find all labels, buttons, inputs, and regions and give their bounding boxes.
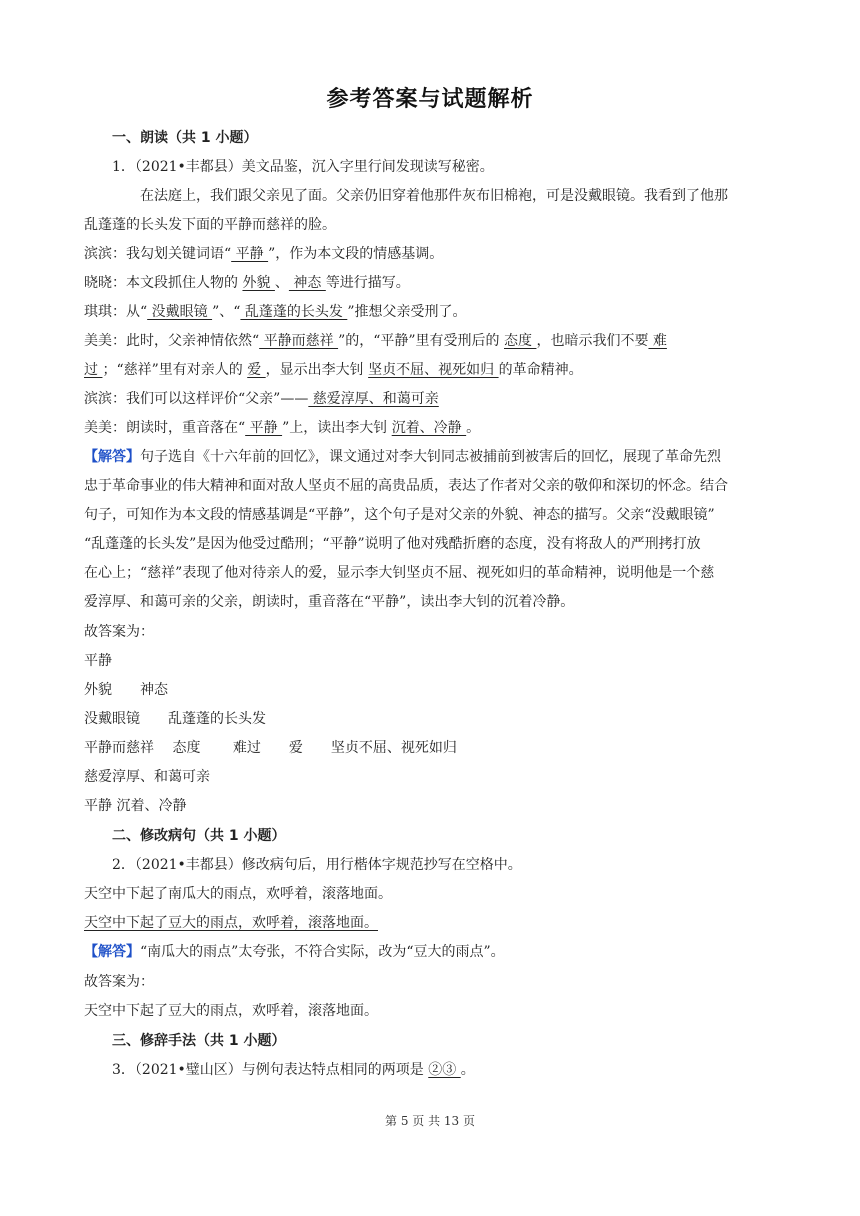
section-heading-2: 二、修改病句（共 1 小题） [112,828,286,844]
q1-answer-2: 外貌 神态 [84,682,168,698]
q2-answer-line [84,913,784,933]
q1-analysis-1: 【解答】句子选自《十六年前的回忆》，课文通过对李大钊同志被捕前到被害后的回忆，展现了革命先烈 [84,449,721,465]
q1-answer-label: 故答案为： [84,624,154,640]
answer-blank: 外貌 [242,275,275,291]
answer-blank: 没戴眼镜 [147,304,213,320]
passage-line-1: 在法庭上，我们跟父亲见了面。父亲仍旧穿着他那件灰布旧棉袍，可是没戴眼镜。我看到了他那 [140,188,728,204]
answer-blank: 平静 [245,420,283,436]
answer-blank: 沉着、冷静 [391,420,467,436]
answer-blank: 乱蓬蓬的长头发 [240,304,348,320]
section-heading-1: 一、朗读（共 1 小题） [112,130,258,146]
answer-blank: 天空中下起了豆大的雨点，欢呼着，滚落地面。 [84,915,378,931]
q1-answer-5: 慈爱淳厚、和蔼可亲 [84,769,210,785]
answer-blank: 平静而慈祥 [259,333,339,349]
q1-line-binbin: 滨滨：我勾划关键词语“ 平静 ”，作为本文段的情感基调。 [84,246,444,262]
q1-line-xiaoxiao: 晓晓：本文段抓住人物的 外貌 、 神态 等进行描写。 [84,275,410,291]
q2-analysis: 【解答】“南瓜大的雨点”太夸张，不符合实际，改为“豆大的雨点”。 [84,944,505,960]
passage-line-2: 乱蓬蓬的长头发下面的平静而慈祥的脸。 [84,217,336,233]
answer-blank: 过 [84,362,103,378]
answer-blank: 爱 [247,362,266,378]
answer-blank: 坚贞不屈、视死如归 [368,362,499,378]
analysis-tag: 【解答】 [84,944,140,960]
q2-final-answer: 天空中下起了豆大的雨点，欢呼着，滚落地面。 [84,1003,378,1019]
question-3-header: 3．（2021•璧山区）与例句表达特点相同的两项是 ②③ 。 [112,1062,475,1078]
answer-blank: 态度 [504,333,537,349]
q1-analysis-5: 在心上；“慈祥”表现了他对待亲人的爱，显示李大钊坚贞不屈、视死如归的革命精神，说明他是一个慈 [84,565,715,581]
q1-analysis-4: “乱蓬蓬的长头发”是因为他受过酷刑；“平静”说明了他对残酷折磨的态度，没有将敌人的严刑拷打放 [84,536,701,552]
answer-blank: 神态 [288,275,326,291]
page-title: 参考答案与试题解析 [326,87,534,112]
question-1-header: 1．（2021•丰都县）美文品鉴，沉入字里行间发现读写秘密。 [112,159,494,175]
q1-answer-1: 平静 [84,653,112,669]
answer-blank: 平静 [231,246,269,262]
q1-analysis-6: 爱淳厚、和蔼可亲的父亲，朗读时，重音落在“平静”，读出李大钊的沉着冷静。 [84,594,575,610]
page-footer: 第 5 页 共 13 页 [385,1114,475,1128]
q1-analysis-2: 忠于革命事业的伟大精神和面对敌人坚贞不屈的高贵品质，表达了作者对父亲的敬仰和深切的怀念。结合 [84,478,728,494]
q2-original-sentence: 天空中下起了南瓜大的雨点，欢呼着，滚落地面。 [84,886,392,902]
q1-line-binbin-2: 滨滨：我们可以这样评价“父亲”—— 慈爱淳厚、和蔼可亲 [84,391,439,407]
q1-analysis-3: 句子，可知作为本文段的情感基调是“平静”，这个句子是对父亲的外貌、神态的描写。父亲“没戴眼镜” [84,507,715,523]
question-2-header: 2．（2021•丰都县）修改病句后，用行楷体字规范抄写在空格中。 [112,857,522,873]
answer-blank: ②③ [428,1062,461,1078]
section-heading-3: 三、修辞手法（共 1 小题） [112,1033,286,1049]
q1-answer-3: 没戴眼镜 乱蓬蓬的长头发 [84,711,266,727]
q2-answer-label: 故答案为： [84,974,154,990]
q1-line-meimei-cont: 过 ；“慈祥”里有对亲人的 爱 ，显示出李大钊 坚贞不屈、视死如归 的革命精神。 [84,362,583,378]
answer-blank: 难 [648,333,667,349]
q1-answer-6: 平静 沉着、冷静 [84,798,187,814]
q1-line-meimei-2: 美美：朗读时，重音落在“ 平静 ”上，读出李大钊 沉着、冷静 。 [84,420,481,436]
q1-line-meimei: 美美：此时，父亲神情依然“ 平静而慈祥 ”的，“平静”里有受刑后的 态度 ，也暗示我们不要 难 [84,333,667,349]
q1-line-qiqi: 琪琪：从“ 没戴眼镜 ”、“ 乱蓬蓬的长头发 ”推想父亲受刑了。 [84,304,467,320]
q1-answer-4: 平静而慈祥 态度 难过 爱 坚贞不屈、视死如归 [84,740,457,756]
answer-blank: 慈爱淳厚、和蔼可亲 [308,391,439,407]
analysis-tag: 【解答】 [84,449,140,465]
